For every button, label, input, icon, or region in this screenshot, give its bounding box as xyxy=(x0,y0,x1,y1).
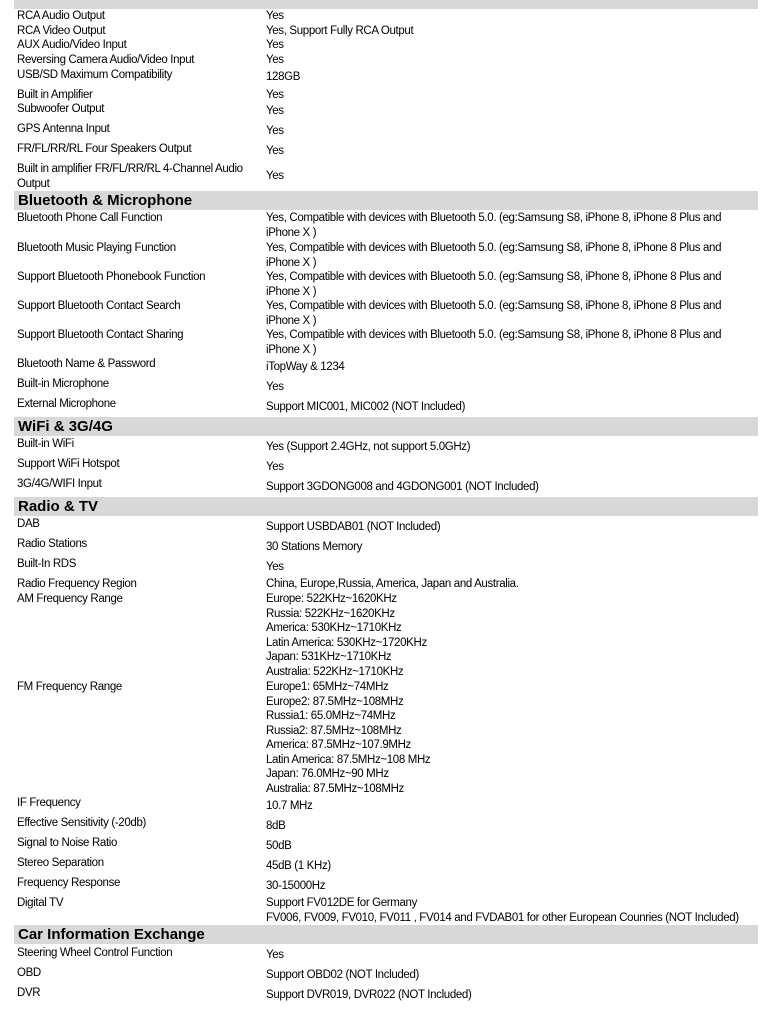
section-header: Bluetooth & Microphone xyxy=(14,191,758,210)
spec-label: Reversing Camera Audio/Video Input xyxy=(17,54,195,66)
spec-label: External Microphone xyxy=(17,398,116,410)
spec-label: RCA Video Output xyxy=(17,25,106,37)
spec-value: Support OBD02 (NOT Included) xyxy=(266,969,419,981)
spec-value: Europe2: 87.5MHz~108MHz xyxy=(266,695,404,708)
spec-value: Latin America: 87.5MHz~108 MHz xyxy=(266,753,431,766)
spec-label: DAB xyxy=(17,518,40,530)
spec-value: Yes xyxy=(266,39,284,51)
spec-value: Support USBDAB01 (NOT Included) xyxy=(266,521,441,533)
spec-label: USB/SD Maximum Compatibility xyxy=(17,69,173,81)
spec-value: Support FV012DE for Germany xyxy=(266,897,417,909)
spec-value: China, Europe,Russia, America, Japan and Australia. xyxy=(266,578,519,590)
spec-value: Russia2: 87.5MHz~108MHz xyxy=(266,724,402,737)
spec-value: Yes, Compatible with devices with Bluetooth 5.0. (eg:Samsung S8, iPhone 8, iPhone 8 Plus and xyxy=(266,271,722,283)
spec-value: Yes xyxy=(266,89,284,101)
spec-label: Radio Stations xyxy=(17,538,87,550)
section-header: Car Information Exchange xyxy=(14,925,758,944)
spec-label: Effective Sensitivity (-20db) xyxy=(17,817,146,829)
spec-label: Bluetooth Music Playing Function xyxy=(17,242,176,254)
spec-value: Japan: 76.0MHz~90 MHz xyxy=(266,768,389,780)
spec-label: Support Bluetooth Phonebook Function xyxy=(17,271,206,283)
spec-value: FV006, FV009, FV010, FV011 , FV014 and FVDAB01 for other European Counries (NOT Included) xyxy=(266,911,739,924)
spec-value: 45dB (1 KHz) xyxy=(266,860,331,872)
spec-label: AM Frequency Range xyxy=(17,593,123,605)
spec-label: Stereo Separation xyxy=(17,857,104,869)
spec-value: iTopWay & 1234 xyxy=(266,361,345,373)
spec-value: America: 530KHz~1710KHz xyxy=(266,622,402,634)
spec-value: Yes xyxy=(266,125,284,137)
spec-value: Yes, Compatible with devices with Bluetooth 5.0. (eg:Samsung S8, iPhone 8, iPhone 8 Plus and xyxy=(266,212,722,224)
spec-value: Yes xyxy=(266,381,284,393)
spec-label: Support Bluetooth Contact Search xyxy=(17,300,181,312)
spec-value: Yes xyxy=(266,461,284,473)
spec-label: Output xyxy=(17,177,50,190)
spec-label: GPS Antenna Input xyxy=(17,123,110,135)
spec-value: Yes xyxy=(266,54,284,66)
spec-value: Australia: 87.5MHz~108MHz xyxy=(266,782,404,795)
spec-label: Frequency Response xyxy=(17,877,121,889)
spec-value: Support 3GDONG008 and 4GDONG001 (NOT Included) xyxy=(266,481,539,493)
spec-value: Support DVR019, DVR022 (NOT Included) xyxy=(266,989,472,1001)
spec-value: Japan: 531KHz~1710KHz xyxy=(266,651,392,663)
spec-label: Bluetooth Phone Call Function xyxy=(17,212,163,224)
spec-value: Support MIC001, MIC002 (NOT Included) xyxy=(266,401,466,413)
spec-value: 50dB xyxy=(266,840,292,852)
spec-value: America: 87.5MHz~107.9MHz xyxy=(266,739,411,751)
spec-label: Built in amplifier FR/FL/RR/RL 4-Channel Audio xyxy=(17,163,243,175)
spec-value: Russia: 522KHz~1620KHz xyxy=(266,607,395,620)
spec-value: 10.7 MHz xyxy=(266,800,313,812)
spec-value: iPhone X ) xyxy=(266,226,317,239)
spec-value: Yes xyxy=(266,949,284,961)
spec-value: iPhone X ) xyxy=(266,256,317,269)
spec-label: Bluetooth Name & Password xyxy=(17,358,156,370)
spec-value: iPhone X ) xyxy=(266,285,317,298)
spec-value: Latin America: 530KHz~1720KHz xyxy=(266,636,427,649)
spec-value: Yes (Support 2.4GHz, not support 5.0GHz) xyxy=(266,441,471,453)
spec-value: Yes xyxy=(266,105,284,117)
spec-value: 30 Stations Memory xyxy=(266,541,362,553)
spec-label: Digital TV xyxy=(17,897,64,909)
spec-value: Yes, Compatible with devices with Bluetooth 5.0. (eg:Samsung S8, iPhone 8, iPhone 8 Plus and xyxy=(266,329,722,341)
spec-label: IF Frequency xyxy=(17,797,81,809)
spec-value: Yes xyxy=(266,561,284,573)
spec-value: Yes xyxy=(266,145,284,157)
section-header: WiFi & 3G/4G xyxy=(14,417,758,436)
spec-value: Yes, Compatible with devices with Bluetooth 5.0. (eg:Samsung S8, iPhone 8, iPhone 8 Plus and xyxy=(266,242,722,254)
spec-label: DVR xyxy=(17,987,41,999)
spec-value: Europe1: 65MHz~74MHz xyxy=(266,681,389,693)
spec-label: Support Bluetooth Contact Sharing xyxy=(17,329,184,341)
spec-label: FR/FL/RR/RL Four Speakers Output xyxy=(17,143,192,155)
spec-label: Steering Wheel Control Function xyxy=(17,947,173,959)
spec-value: Europe: 522KHz~1620KHz xyxy=(266,593,397,605)
spec-value: iPhone X ) xyxy=(266,343,317,356)
spec-value: 128GB xyxy=(266,71,301,83)
spec-label: Built-In RDS xyxy=(17,558,77,570)
section-header: Radio & TV xyxy=(14,497,758,516)
spec-value: Yes xyxy=(266,170,284,182)
section-header xyxy=(14,0,758,9)
spec-label: Built-in Microphone xyxy=(17,378,109,390)
spec-label: FM Frequency Range xyxy=(17,681,122,693)
spec-value: Yes xyxy=(266,10,284,22)
spec-label: AUX Audio/Video Input xyxy=(17,39,127,51)
spec-label: RCA Audio Output xyxy=(17,10,105,22)
spec-value: 30-15000Hz xyxy=(266,880,326,892)
spec-label: OBD xyxy=(17,967,41,979)
spec-value: Russia1: 65.0MHz~74MHz xyxy=(266,710,396,722)
spec-label: Built-in WiFi xyxy=(17,438,74,450)
spec-label: Radio Frequency Region xyxy=(17,578,137,590)
spec-label: Subwoofer Output xyxy=(17,103,105,115)
spec-value: Yes, Support Fully RCA Output xyxy=(266,25,414,37)
spec-value: iPhone X ) xyxy=(266,314,317,327)
spec-label: Built in Amplifier xyxy=(17,89,93,101)
spec-label: Support WiFi Hotspot xyxy=(17,458,120,470)
spec-value: 8dB xyxy=(266,820,286,832)
spec-value: Yes, Compatible with devices with Bluetooth 5.0. (eg:Samsung S8, iPhone 8, iPhone 8 Plus and xyxy=(266,300,722,312)
spec-value: Australia: 522KHz~1710KHz xyxy=(266,665,404,678)
spec-label: Signal to Noise Ratio xyxy=(17,837,118,849)
spec-label: 3G/4G/WIFI Input xyxy=(17,478,102,490)
